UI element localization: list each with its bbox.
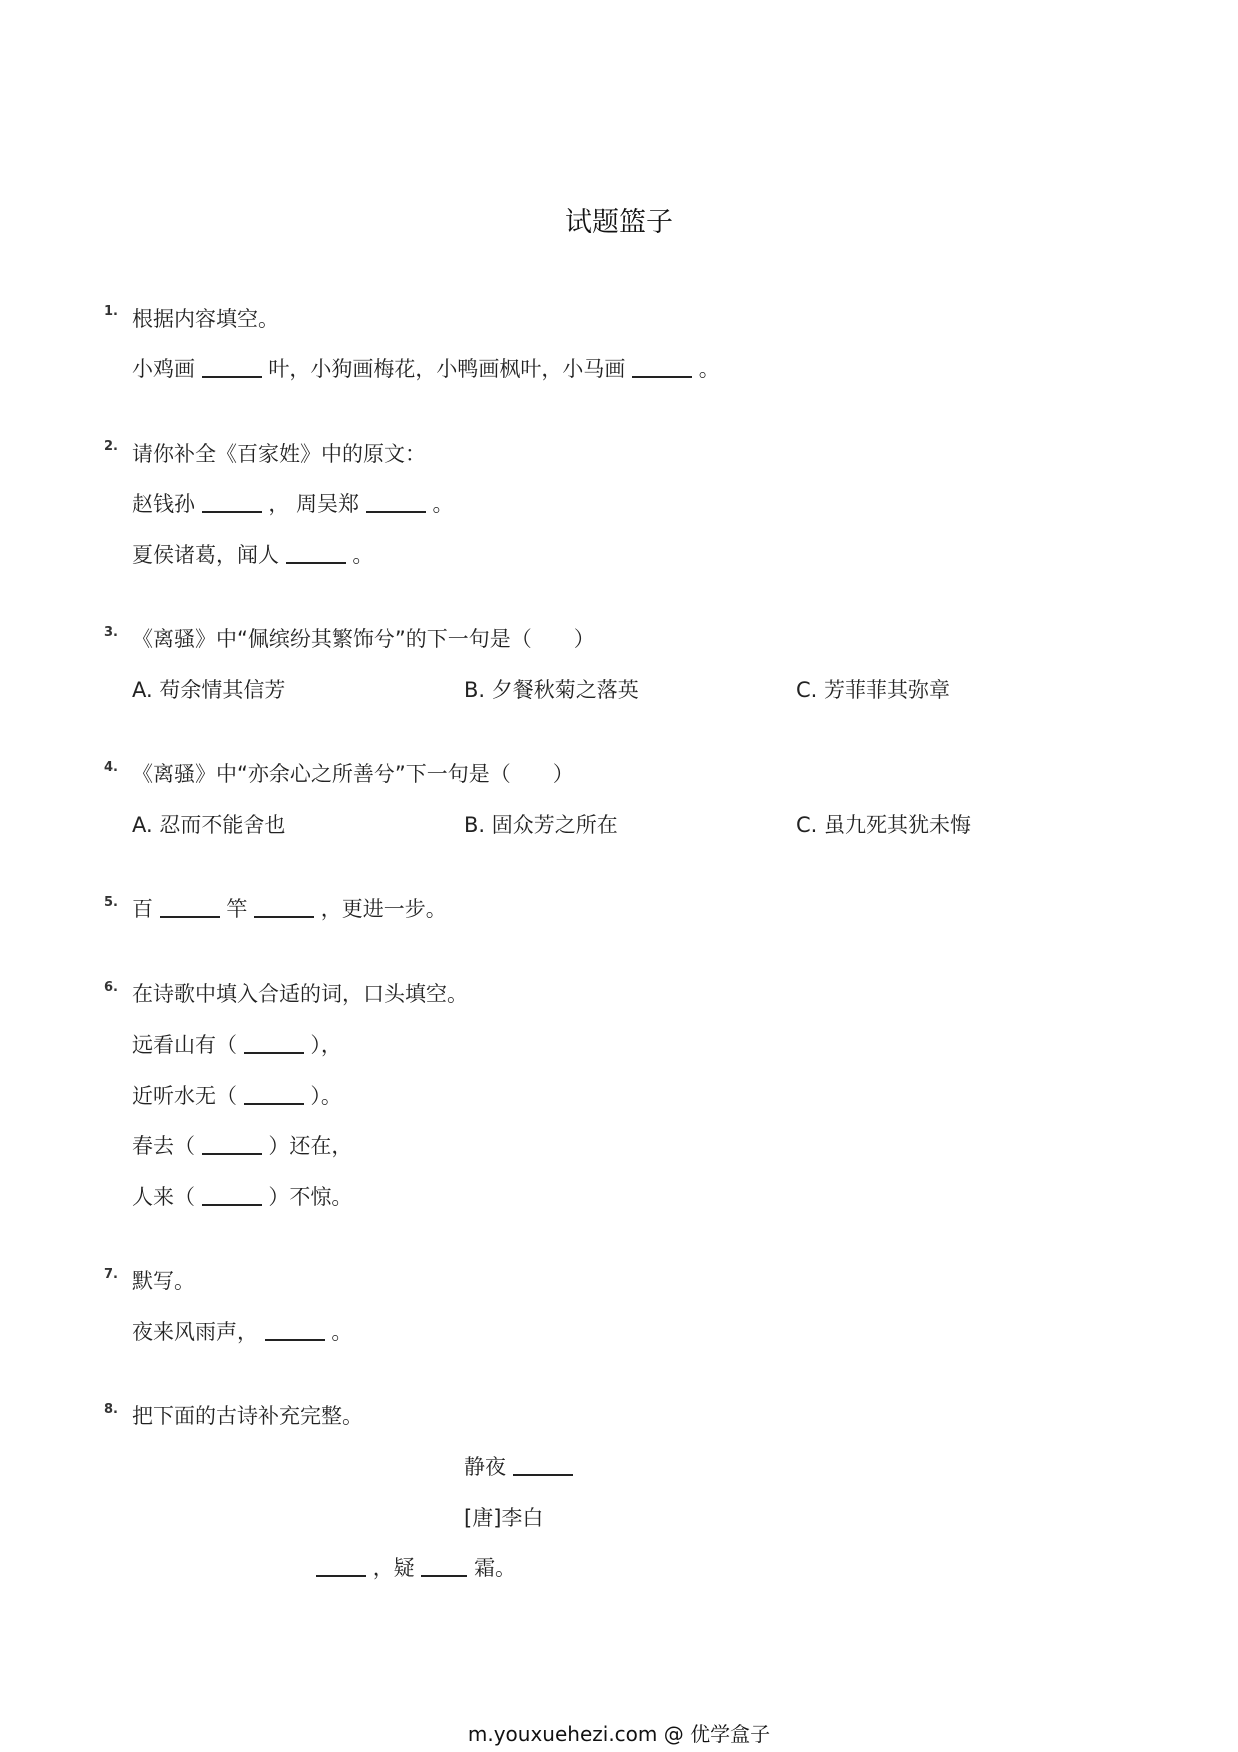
question-fill-line: 赵钱孙 ， 周吴郑 。 <box>132 492 454 516</box>
option-a[interactable]: A. 忍而不能舍也 <box>132 813 286 837</box>
question-number: 8. <box>104 1402 118 1417</box>
question-number: 6. <box>104 980 118 995</box>
question-number: 3. <box>104 625 118 640</box>
question-fill-line: 远看山有（ ）， <box>132 1033 342 1057</box>
answer-blank[interactable] <box>202 491 262 513</box>
question-fill-line: 春去（ ）还在， <box>132 1134 353 1158</box>
question-number: 5. <box>104 895 118 910</box>
answer-blank[interactable] <box>202 1184 262 1206</box>
poem-author: [唐]李白 <box>464 1506 544 1530</box>
question-number: 1. <box>104 304 118 319</box>
question-fill-line: 夜来风雨声， 。 <box>132 1320 353 1344</box>
answer-blank[interactable] <box>632 356 692 378</box>
question-number: 4. <box>104 760 118 775</box>
question-fill-line: 小鸡画 叶，小狗画梅花，小鸭画枫叶，小马画 。 <box>132 357 720 381</box>
answer-blank[interactable] <box>513 1454 573 1476</box>
question-prompt: 请你补全《百家姓》中的原文： <box>132 442 426 466</box>
answer-blank[interactable] <box>265 1319 325 1341</box>
answer-blank[interactable] <box>316 1555 366 1577</box>
question-prompt: 《离骚》中“佩缤纷其繁饰兮”的下一句是（ ） <box>132 627 595 651</box>
answer-blank[interactable] <box>286 542 346 564</box>
question-prompt: 把下面的古诗补充完整。 <box>132 1404 363 1428</box>
page-title: 试题篮子 <box>565 207 673 238</box>
answer-blank[interactable] <box>244 1083 304 1105</box>
question-prompt: 默写。 <box>132 1269 195 1293</box>
option-c[interactable]: C. 虽九死其犹未悔 <box>796 813 972 837</box>
answer-blank[interactable] <box>202 1133 262 1155</box>
answer-blank[interactable] <box>202 356 262 378</box>
answer-blank[interactable] <box>254 896 314 918</box>
answer-blank[interactable] <box>160 896 220 918</box>
question-number: 7. <box>104 1267 118 1282</box>
option-c[interactable]: C. 芳菲菲其弥章 <box>796 678 951 702</box>
question-prompt: 《离骚》中“亦余心之所善兮”下一句是（ ） <box>132 762 574 786</box>
option-b[interactable]: B. 夕餐秋菊之落英 <box>464 678 639 702</box>
option-b[interactable]: B. 固众芳之所在 <box>464 813 618 837</box>
answer-blank[interactable] <box>421 1555 467 1577</box>
question-fill-line: 人来（ ）不惊。 <box>132 1185 353 1209</box>
poem-title-line: 静夜 <box>464 1452 573 1482</box>
answer-blank[interactable] <box>366 491 426 513</box>
question-fill-line: 夏侯诸葛，闻人 。 <box>132 543 374 567</box>
answer-blank[interactable] <box>244 1032 304 1054</box>
option-a[interactable]: A. 苟余情其信芳 <box>132 678 286 702</box>
question-number: 2. <box>104 439 118 454</box>
footer-watermark: m.youxuehezi.com @ 优学盒子 <box>467 1722 771 1746</box>
question-fill-line: 百 竿 ，更进一步。 <box>132 897 447 921</box>
question-prompt: 根据内容填空。 <box>132 307 279 331</box>
question-prompt: 在诗歌中填入合适的词，口头填空。 <box>132 982 468 1006</box>
question-fill-line: 近听水无（ ）。 <box>132 1084 342 1108</box>
poem-fill-line: ，疑 霜。 <box>316 1553 516 1583</box>
